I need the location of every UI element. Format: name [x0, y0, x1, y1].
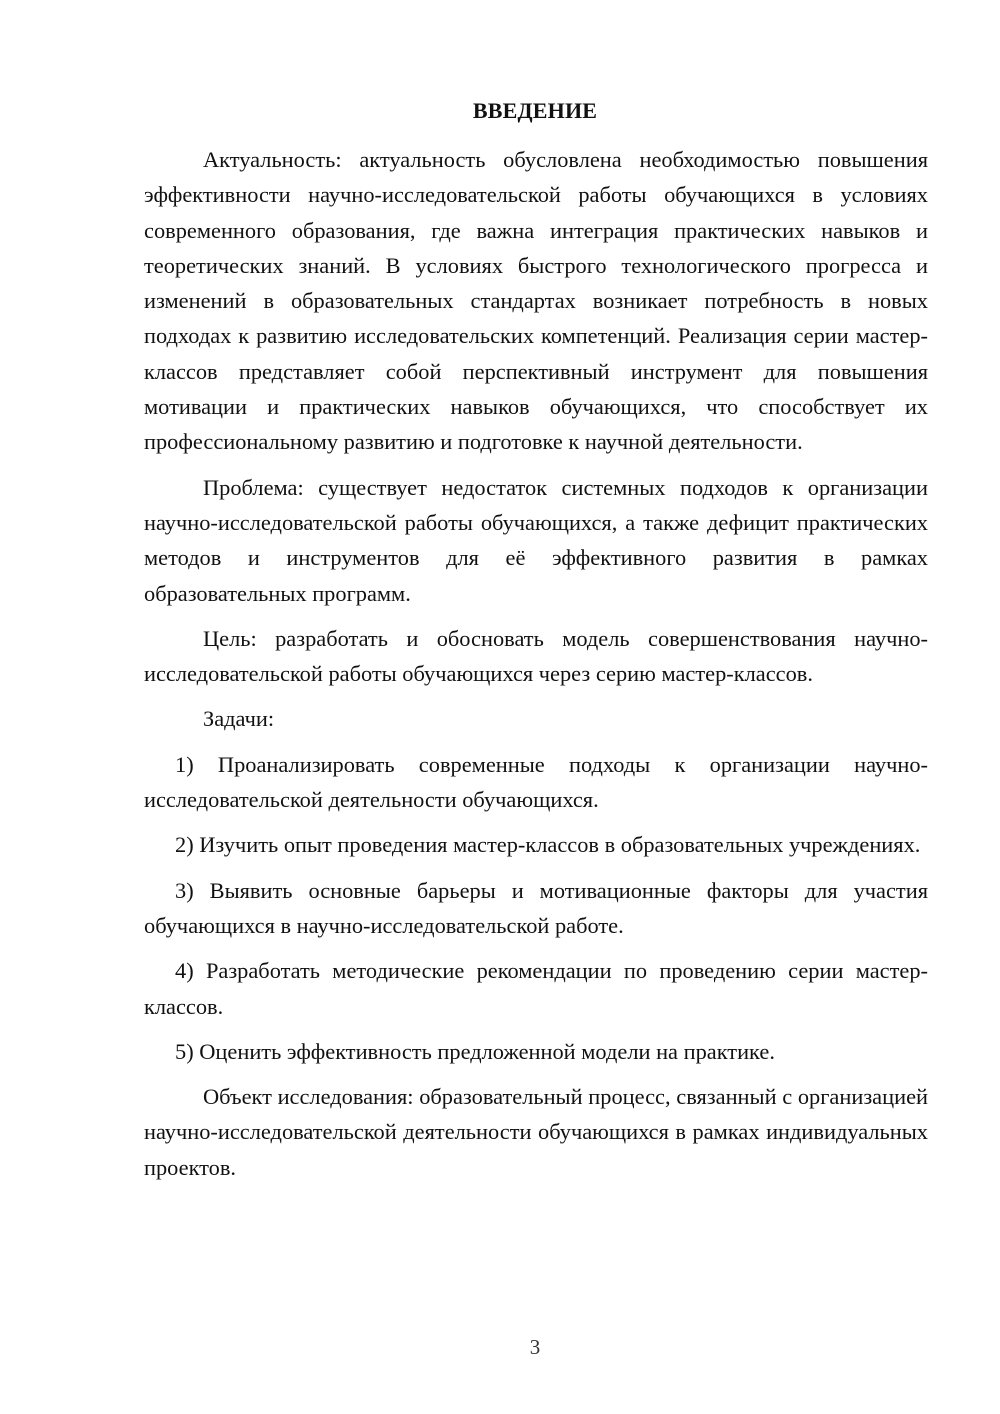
goal-paragraph: Цель: разработать и обосновать модель совершенствования научно-исследовательской работы обучающихся через серию мастер-классов. — [144, 625, 928, 687]
document-body — [144, 142, 928, 1185]
task-item-2: 2) Изучить опыт проведения мастер-классов в образовательных учреждениях. — [175, 832, 921, 858]
task-item-4: 4) Разработать методические рекомендации по проведению серии мастер-классов. — [144, 958, 928, 1019]
task-item-1: 1) Проанализировать современные подходы к организации научно-исследовательской деятельности обучающихся. — [144, 751, 928, 813]
page-number: 3 — [529, 1335, 541, 1359]
object-paragraph: Объект исследования: образовательный процесс, связанный с организацией научно-исследовательской деятельности обучающихся в рамках индивидуальных проектов. — [144, 1084, 928, 1180]
page-title: ВВЕДЕНИЕ — [472, 98, 598, 123]
task-item-3: 3) Выявить основные барьеры и мотивационные факторы для участия обучающихся в научно-исследовательской работе. — [144, 877, 928, 938]
problem-paragraph: Проблема: существует недостаток системных подходов к организации научно-исследовательской работы обучающихся, а также дефицит практических методов и инструментов для её эффективного развития в рамках образовательных программ. — [144, 474, 928, 606]
relevance-paragraph: Актуальность: актуальность обусловлена необходимостью повышения эффективности научно-исследовательской работы обучающихся в условиях современного образования, где важна интеграция практических навыков и теоретических знаний. В условиях быстрого технологического прогресса и изменений в образовательных стандартах возникает потребность в новых подходах к развитию исследовательских компетенций. Реализация серии мастер-классов представляет собой перспективный инструмент для повышения мотивации и практических навыков обучающихся, что способствует их профессиональному развитию и подготовке к научной деятельности. — [144, 147, 928, 455]
tasks-heading: Задачи: — [203, 706, 275, 732]
task-item-5: 5) Оценить эффективность предложенной модели на практике. — [175, 1038, 775, 1064]
